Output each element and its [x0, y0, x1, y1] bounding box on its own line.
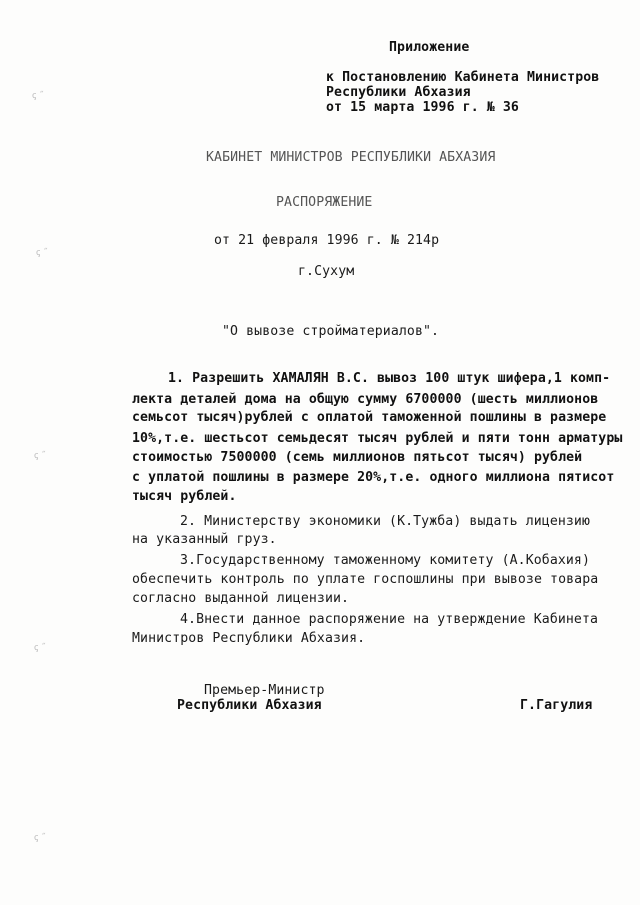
appendix-line-1: к Постановлению Кабинета Министров [326, 70, 600, 85]
scan-mark: ꞔ ˝ [34, 451, 46, 461]
scan-mark: ꞔ ˝ [34, 643, 46, 653]
document-subject: "О вывозе стройматериалов". [222, 324, 440, 339]
appendix-title: Приложение [389, 40, 470, 55]
appendix-line-2: Республики Абхазия [326, 85, 471, 100]
document-city: г.Сухум [298, 264, 355, 279]
paragraph-3-line: обеспечить контроль по уплате госпошлины при вывозе товара [132, 572, 599, 587]
paragraph-1-line: семьсот тысяч)рублей с оплатой таможенной пошлины в размере [132, 410, 607, 425]
scan-mark: ꞔ ˝ [36, 248, 48, 258]
paragraph-2-line: на указанный груз. [132, 532, 277, 547]
signature-position-line-2: Республики Абхазия [177, 698, 322, 713]
scan-mark: ꞔ ˝ [32, 91, 44, 101]
paragraph-3-line: согласно выданной лицензии. [132, 591, 350, 606]
paragraph-4-line: 4.Внести данное распоряжение на утверждение Кабинета [180, 612, 599, 627]
paragraph-1-line: 10%,т.е. шестьсот семьдесят тысяч рублей и пяти тонн арматуры [132, 431, 623, 446]
issuer-heading: КАБИНЕТ МИНИСТРОВ РЕСПУБЛИКИ АБХАЗИЯ [206, 150, 496, 165]
appendix-line-3: от 15 марта 1996 г. № 36 [326, 100, 519, 115]
scan-mark: ꞔ ˝ [34, 833, 46, 843]
paragraph-1-line: стоимостью 7500000 (семь миллионов пятьсот тысяч) рублей [132, 450, 583, 465]
paragraph-1-line: тысяч рублей. [132, 489, 237, 504]
paragraph-4-line: Министров Республики Абхазия. [132, 631, 366, 646]
document-date-number: от 21 февраля 1996 г. № 214р [214, 233, 440, 248]
paragraph-1-line: 1. Разрешить ХАМАЛЯН В.С. вывоз 100 штук шифера,1 комп- [168, 371, 611, 386]
document-type: РАСПОРЯЖЕНИЕ [276, 195, 373, 210]
paragraph-2-line: 2. Министерству экономики (К.Тужба) выдать лицензию [180, 514, 591, 529]
paragraph-3-line: 3.Государственному таможенному комитету (А.Кобахия) [180, 553, 591, 568]
signature-position-line-1: Премьер-Министр [204, 683, 325, 698]
paragraph-1-line: лекта деталей дома на общую сумму 6700000 (шесть миллионов [132, 392, 599, 407]
paragraph-1-line: с уплатой пошлины в размере 20%,т.е. одного миллиона пятисот [132, 470, 615, 485]
signatory-name: Г.Гагулия [520, 698, 593, 713]
